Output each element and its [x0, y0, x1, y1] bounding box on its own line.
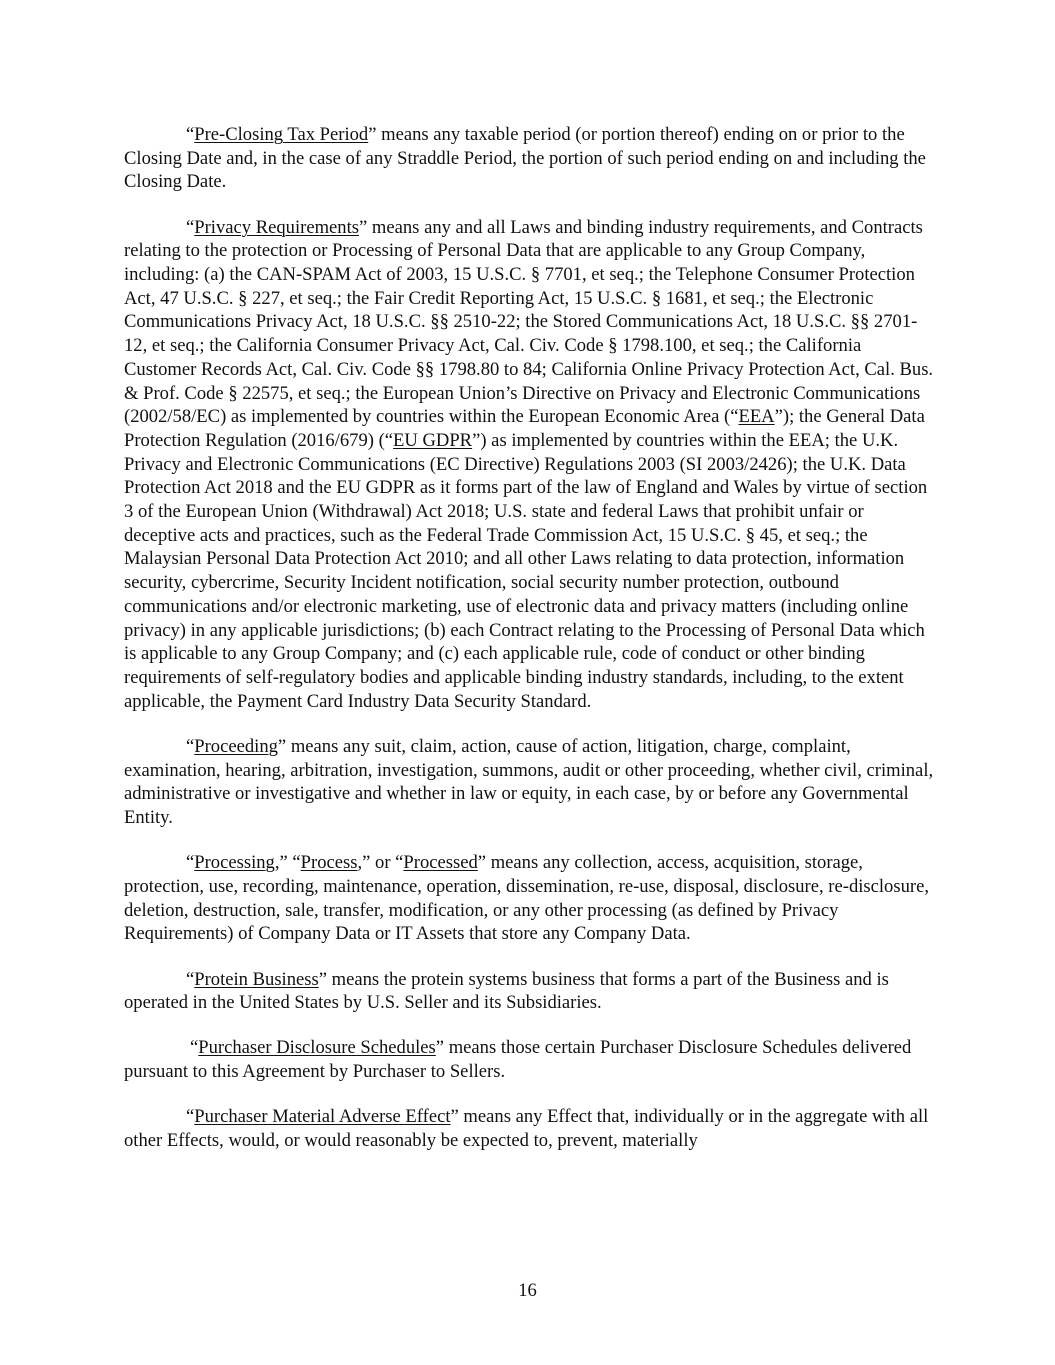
defined-term: Proceeding — [194, 735, 278, 757]
defined-term-processed: Processed — [403, 852, 478, 874]
separator: ,” “ — [274, 852, 301, 874]
close-quote: ” — [359, 216, 368, 238]
definition-text: means any taxable period (or portion thereof) ending on or prior to the Closing Date and, in the case of any Straddle Period, the portion of such period ending on and including the Closing Date. — [124, 124, 926, 193]
open-quote: “ — [186, 968, 195, 990]
open-quote: “ — [186, 735, 195, 757]
open-quote: “ — [186, 124, 195, 145]
defined-term: Pre-Closing Tax Period — [194, 124, 369, 145]
defined-term: Purchaser Disclosure Schedules — [198, 1037, 436, 1059]
document-page — [124, 123, 934, 1174]
definition-text: means any and all Laws and binding industry requirements, and Contracts relating to the protection or Processing of Personal Data that are applicable to any Group Company, including: (a) the CAN-SPAM Act of 2003, 15 U.S.C. § 7701, et seq.; the Telephone Consumer Protection Act, 47 U.S.C. § 227, et seq.; the Fair Credit Reporting Act, 15 U.S.C. § 1681, et seq.; the Electronic Communications Privacy Act, 18 U.S.C. §§ 2510-22; the Stored Communications Act, 18 U.S.C. §§ 2701-12, et seq.; the California Consumer Privacy Act, Cal. Civ. Code § 1798.100, et seq.; the California Customer Records Act, Cal. Civ. Code §§ 1798.80 to 84; California Online Privacy Protection Act, Cal. Bus. & Prof. Code § 22575, et seq.; the European Union’s Directive on Privacy and Electronic Communications (2002/58/EC) as implemented by countries within the European Economic Area (“ — [124, 216, 934, 428]
open-quote: “ — [186, 1106, 195, 1128]
definition-text: means those certain Purchaser Disclosure Schedules delivered pursuant to this Agreement by Purchaser to Sellers. — [124, 1037, 912, 1083]
defined-term: Purchaser Material Adverse Effect — [194, 1106, 451, 1128]
defined-term: Processing — [194, 852, 275, 874]
definition-protein-business — [124, 968, 934, 1015]
definition-text: means any suit, claim, action, cause of action, litigation, charge, complaint, examination, hearing, arbitration, investigation, summons, audit or other proceeding, whether civil, criminal, administrative or investigative and whether in law or equity, in each case, by or before any Governmental Entity. — [124, 735, 934, 828]
close-quote: ” — [435, 1037, 445, 1059]
definition-purchaser-disclosure-schedules — [124, 1036, 934, 1083]
defined-term-eea: EEA — [738, 406, 775, 428]
defined-term: Protein Business — [194, 968, 319, 990]
definition-text: ”) as implemented by countries within the EEA; the U.K. Privacy and Electronic Communications (EC Directive) Regulations 2003 (SI 2003/2426); the U.K. Data Protection Act 2018 and the EU GDPR as it forms part of the law of England and Wales by virtue of section 3 of the European Union (Withdrawal) Act 2018; U.S. state and federal Laws that prohibit unfair or deceptive acts and practices, such as the Federal Trade Commission Act, 15 U.S.C. § 45, et seq.; the Malaysian Personal Data Protection Act 2010; and all other Laws relating to data protection, information security, cybercrime, Security Incident notification, social security number protection, outbound communications and/or electronic marketing, use of electronic data and privacy matters (including online privacy) in any applicable jurisdictions; (b) each Contract relating to the Processing of Personal Data which is applicable to any Group Company; and (c) each applicable rule, code of conduct or other binding requirements of self-regulatory bodies and applicable binding industry standards, including, to the extent applicable, the Payment Card Industry Data Security Standard. — [124, 429, 928, 712]
definition-text: means any Effect that, individually or in the aggregate with all other Effects, would, or would reasonably be expected to, prevent, materially — [124, 1106, 929, 1152]
definition-text: ”); the General Data Protection Regulation (2016/679) (“ — [124, 406, 925, 451]
close-quote: ” — [318, 968, 328, 990]
defined-term: Privacy Requirements — [194, 216, 359, 238]
close-quote: ” — [450, 1106, 459, 1128]
definition-proceeding — [124, 735, 934, 830]
close-quote: ” — [277, 735, 287, 757]
definition-pre-closing-tax-period — [124, 123, 934, 194]
close-quote: ” — [368, 124, 377, 145]
defined-term-eu-gdpr: EU GDPR — [393, 429, 473, 451]
definition-text: means any collection, access, acquisition, storage, protection, use, recording, maintenance, operation, dissemination, re-use, disposal, disclosure, re-disclosure, deletion, destruction, sale, transfer, modification, or any other processing (as defined by Privacy Requirements) of Company Data or IT Assets that store any Company Data. — [124, 852, 929, 945]
close-quote: ” — [477, 852, 487, 874]
definition-text: means the protein systems business that forms a part of the Business and is operated in the United States by U.S. Seller and its Subsidiaries. — [124, 968, 889, 1014]
open-quote: “ — [186, 852, 195, 874]
open-quote: “ — [186, 216, 195, 238]
page-number: 16 — [518, 1280, 537, 1301]
defined-term-process: Process — [300, 852, 358, 874]
definition-processing — [124, 851, 934, 946]
open-quote: “ — [190, 1037, 199, 1059]
definition-privacy-requirements — [124, 216, 934, 714]
separator: ,” or “ — [357, 852, 404, 874]
definition-purchaser-material-adverse-effect — [124, 1105, 934, 1152]
